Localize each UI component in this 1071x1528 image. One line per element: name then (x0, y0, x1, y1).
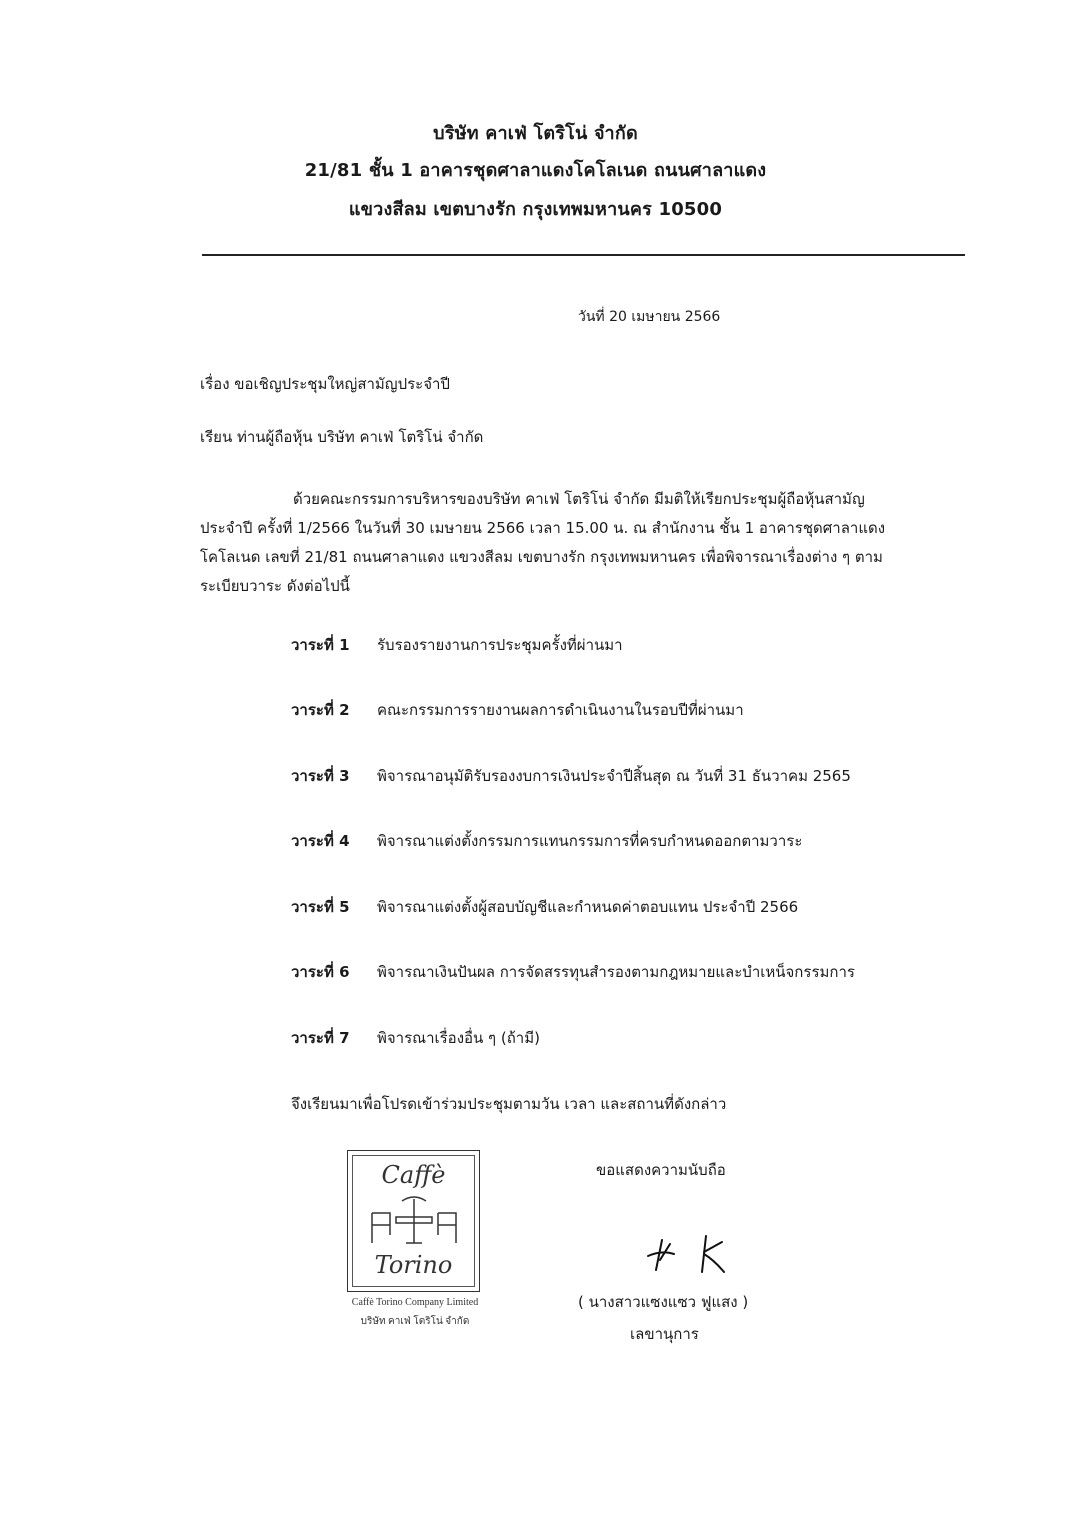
address-line-2: แขวงสีลม เขตบางรัก กรุงเทพมหานคร 10500 (348, 199, 723, 220)
agenda-label: วาระที่ 2 (291, 701, 350, 719)
agenda-text: พิจารณาเรื่องอื่น ๆ (ถ้ามี) (377, 1029, 540, 1047)
stamp-caption-th: บริษัท คาเฟ่ โตริโน่ จำกัด (360, 1316, 470, 1327)
agenda-text: พิจารณาแต่งตั้งกรรมการแทนกรรมการที่ครบกำหนดออกตามวาระ (377, 832, 803, 850)
agenda-item (291, 895, 798, 919)
address-line-1: 21/81 ชั้น 1 อาคารชุดศาลาแดงโคโลเนด ถนนศาลาแดง (304, 160, 767, 181)
agenda-item (291, 633, 623, 657)
agenda-text: พิจารณาเงินปันผล การจัดสรรทุนสำรองตามกฎหมายและบำเหน็จกรรมการ (377, 963, 855, 981)
agenda-label: วาระที่ 5 (291, 898, 350, 916)
agenda-item (291, 764, 851, 788)
company-stamp (347, 1150, 480, 1292)
agenda-label: วาระที่ 7 (291, 1029, 350, 1047)
closing-line: จึงเรียนมาเพื่อโปรดเข้าร่วมประชุมตามวัน เวลา และสถานที่ดังกล่าว (291, 1095, 727, 1113)
agenda-label: วาระที่ 6 (291, 963, 350, 981)
stamp-caption-en: Caffè Torino Company Limited (351, 1297, 479, 1308)
letter-date: วันที่ 20 เมษายน 2566 (578, 309, 721, 325)
stamp-word-bottom: Torino (374, 1251, 453, 1279)
agenda-item (291, 698, 744, 722)
agenda-text: คณะกรรมการรายงานผลการดำเนินงานในรอบปีที่ผ่านมา (377, 701, 744, 719)
agenda-label: วาระที่ 1 (291, 636, 350, 654)
body-line: ด้วยคณะกรรมการบริหารของบริษัท คาเฟ่ โตริโน่ จำกัด มีมติให้เรียกประชุมผู้ถือหุ้นสามัญ (293, 490, 865, 508)
cafe-tables-icon (366, 1195, 462, 1247)
company-name: บริษัท คาเฟ่ โตริโน่ จำกัด (433, 123, 638, 144)
agenda-text: พิจารณาอนุมัติรับรองงบการเงินประจำปีสิ้นสุด ณ วันที่ 31 ธันวาคม 2565 (377, 767, 851, 785)
agenda-text: รับรองรายงานการประชุมครั้งที่ผ่านมา (377, 636, 623, 654)
signer-title: เลขานุการ (630, 1325, 699, 1343)
body-line: โคโลเนด เลขที่ 21/81 ถนนศาลาแดง แขวงสีลม เขตบางรัก กรุงเทพมหานคร เพื่อพิจารณาเรื่องต่าง ๆ ตาม (200, 548, 883, 566)
stamp-word-top: Caffè (381, 1161, 446, 1189)
agenda-item (291, 960, 855, 984)
regards-text: ขอแสดงความนับถือ (596, 1161, 726, 1179)
signature-mark (640, 1228, 750, 1276)
body-line: ระเบียบวาระ ดังต่อไปนี้ (200, 577, 350, 595)
body-line: ประจำปี ครั้งที่ 1/2566 ในวันที่ 30 เมษายน 2566 เวลา 15.00 น. ณ สำนักงาน ชั้น 1 อาคารชุดศาลาแดง (200, 519, 886, 537)
body-paragraph (200, 485, 940, 601)
agenda-item (291, 1026, 540, 1050)
header-divider (202, 254, 965, 256)
signer-name: ( นางสาวแซงแซว ฟูแสง ) (578, 1293, 749, 1311)
agenda-label: วาระที่ 3 (291, 767, 350, 785)
letter-recipient: เรียน ท่านผู้ถือหุ้น บริษัท คาเฟ่ โตริโน่ จำกัด (200, 428, 484, 446)
agenda-text: พิจารณาแต่งตั้งผู้สอบบัญชีและกำหนดค่าตอบแทน ประจำปี 2566 (377, 898, 799, 916)
letter-subject: เรื่อง ขอเชิญประชุมใหญ่สามัญประจำปี (200, 375, 450, 393)
agenda-label: วาระที่ 4 (291, 832, 350, 850)
agenda-item (291, 829, 802, 853)
